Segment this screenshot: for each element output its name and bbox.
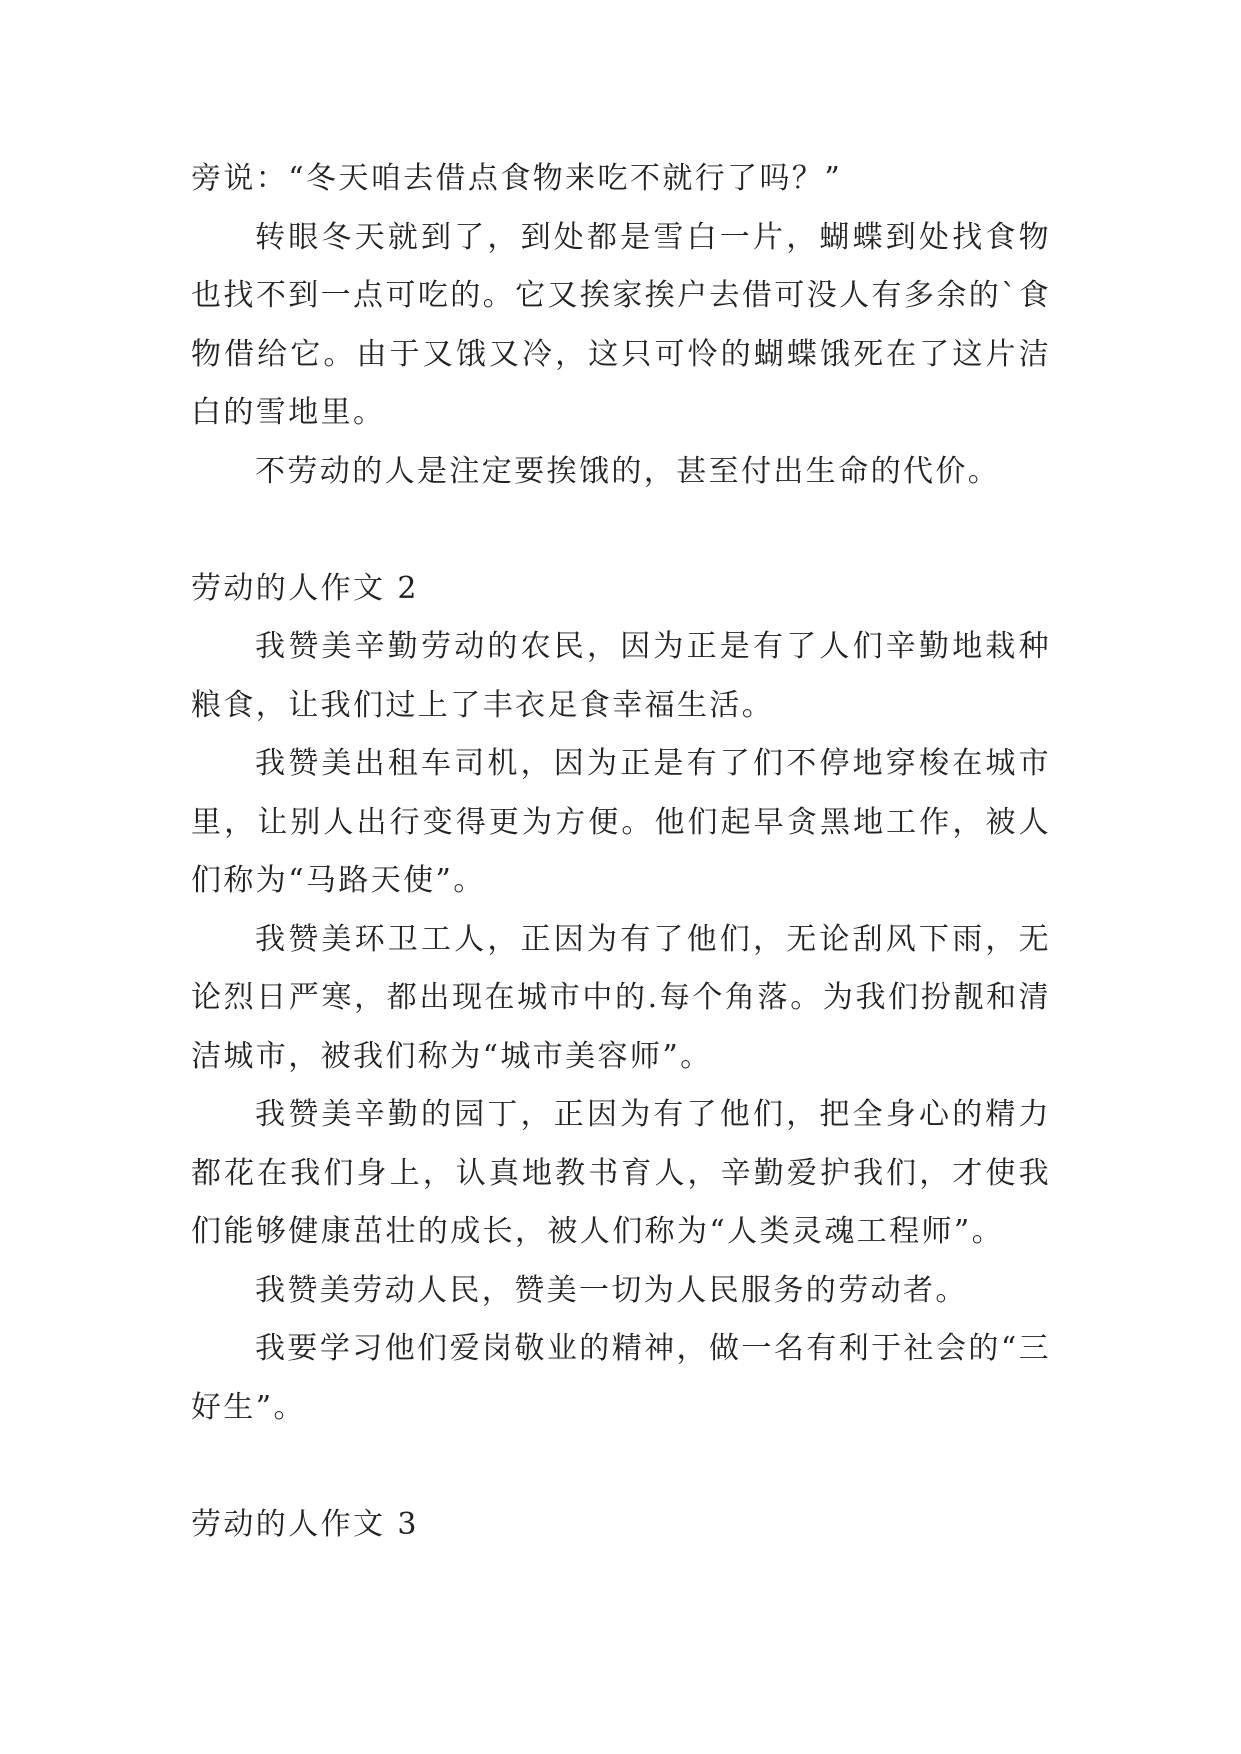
paragraph-continuation: 旁说：“冬天咱去借点食物来吃不就行了吗？” (191, 161, 843, 196)
paragraph: 我赞美环卫工人，正因为有了他们，无论刮风下雨，无论烈日严寒，都出现在城市中的.每个角落。为我们扮靓和清洁城市，被我们称为“城市美容师”。 (191, 921, 1051, 1074)
paragraph: 我要学习他们爱岗敬业的精神，做一名有利于社会的“三好生”。 (191, 1331, 1051, 1425)
paragraph: 我赞美出租车司机，因为正是有了们不停地穿梭在城市里，让别人出行变得更为方便。他们起早贪黑地工作，被人们称为“马路天使”。 (191, 746, 1051, 898)
section-heading-2: 劳动的人作文 2 (191, 570, 419, 606)
paragraph: 不劳动的人是注定要挨饿的，甚至付出生命的代价。 (255, 453, 1001, 489)
section-heading-3: 劳动的人作文 3 (191, 1506, 419, 1542)
paragraph: 我赞美劳动人民，赞美一切为人民服务的劳动者。 (255, 1272, 968, 1308)
paragraph: 我赞美辛勤劳动的农民，因为正是有了人们辛勤地栽种粮食，让我们过上了丰衣足食幸福生活。 (191, 629, 1051, 723)
paragraph: 转眼冬天就到了，到处都是雪白一片，蝴蝶到处找食物也找不到一点可吃的。它又挨家挨户去借可没人有多余的`食物借给它。由于又饿又冷，这只可怜的蝴蝶饿死在了这片洁白的雪地里。 (191, 219, 1051, 430)
document-body (191, 150, 1051, 1554)
paragraph: 我赞美辛勤的园丁，正因为有了他们，把全身心的精力都花在我们身上，认真地教书育人，辛勤爱护我们，才使我们能够健康茁壮的成长，被人们称为“人类灵魂工程师”。 (191, 1097, 1051, 1249)
